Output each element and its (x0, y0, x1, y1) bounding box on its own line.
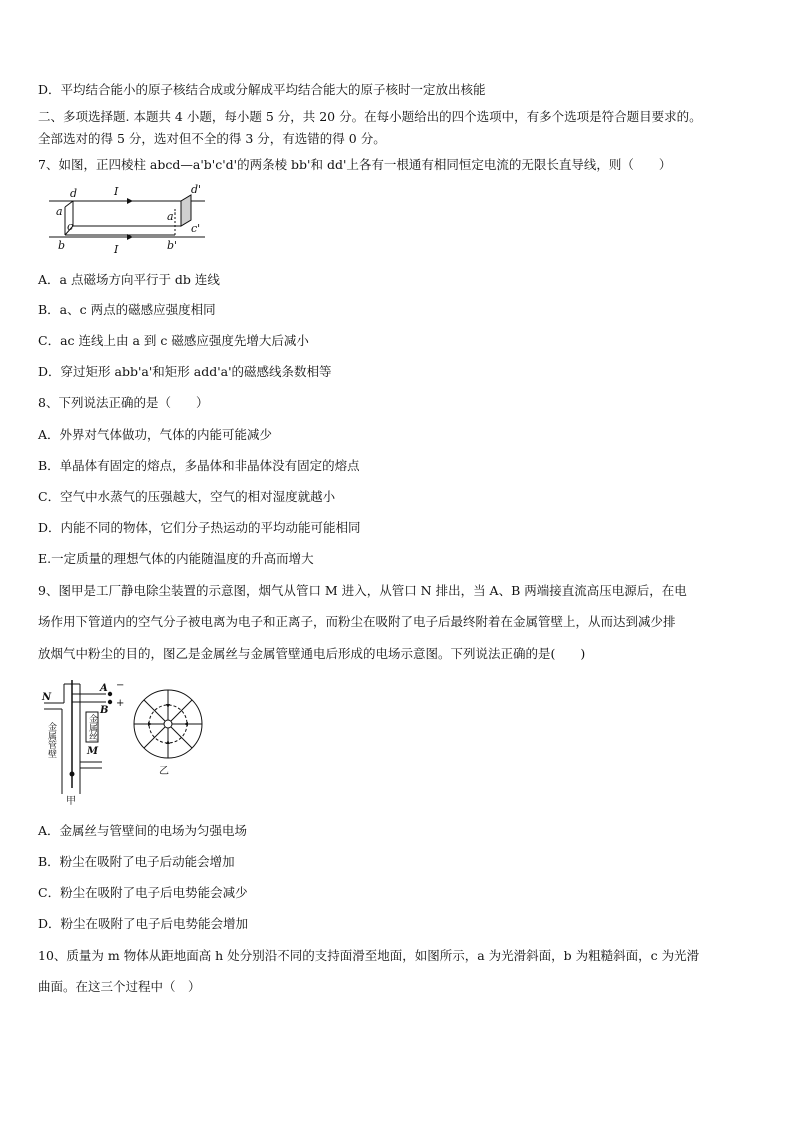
label-current-top: I (114, 185, 119, 198)
q10-stem-line-2: 曲面。在这三个过程中（ ） (38, 979, 201, 994)
q6-option-d: D．平均结合能小的原子核结合成或分解成平均结合能大的原子核时一定放出核能 (38, 82, 486, 97)
q9-stem-line-3: 放烟气中粉尘的目的，图乙是金属丝与金属管壁通电后形成的电场示意图。下列说法正确的是( ) (38, 646, 586, 661)
label-c: c (67, 220, 74, 233)
label-N: N (42, 692, 52, 703)
label-plus: + (116, 698, 125, 709)
q8-option-d: D．内能不同的物体，它们分子热运动的平均动能可能相同 (38, 520, 361, 535)
q8-option-b: B．单晶体有固定的熔点，多晶体和非晶体没有固定的熔点 (38, 458, 360, 473)
q8-option-c: C．空气中水蒸气的压强越大，空气的相对湿度就越小 (38, 489, 336, 504)
section-instructions: 全部选对的得 5 分，选对但不全的得 3 分，有选错的得 0 分。 (38, 131, 386, 146)
section-heading: 二、多项选择题. 本题共 4 小题，每小题 5 分，共 20 分。在每小题给出的四个选项中，有多个选项是符合题目要求的。 (38, 109, 702, 124)
label-yi: 乙 (159, 766, 169, 777)
q10-stem-line-1: 10、质量为 m 物体从距地面高 h 处分别沿不同的支持面滑至地面，如图所示，a 为光滑斜面，b 为粗糙斜面，c 为光滑 (38, 948, 700, 963)
label-b-prime: b' (167, 239, 178, 252)
q9-precipitator-figure (38, 676, 218, 806)
q7-option-d: D．穿过矩形 abb'a'和矩形 add'a'的磁感线条数相等 (38, 364, 332, 379)
q8-option-a: A．外界对气体做功，气体的内能可能减少 (38, 427, 273, 442)
q8-stem: 8、下列说法正确的是（ ） (38, 395, 209, 410)
label-a: a (56, 205, 63, 218)
label-d-prime: d' (191, 183, 202, 196)
q9-option-c: C．粉尘在吸附了电子后电势能会减少 (38, 885, 248, 900)
label-current-bottom: I (114, 243, 119, 255)
label-jia: 甲 (66, 796, 76, 806)
q9-option-d: D．粉尘在吸附了电子后电势能会增加 (38, 916, 249, 931)
q7-option-c: C．ac 连线上由 a 到 c 磁感应强度先增大后减小 (38, 333, 309, 348)
q9-stem-line-2: 场作用下管道内的空气分子被电离为电子和正离子，而粉尘在吸附了电子后最终附着在金属管壁上，从而达到减少排 (38, 614, 676, 629)
label-minus: − (116, 680, 125, 691)
label-c-prime: c' (191, 222, 201, 235)
q8-option-e: E.一定质量的理想气体的内能随温度的升高而增大 (38, 551, 314, 566)
q9-option-b: B．粉尘在吸附了电子后动能会增加 (38, 854, 235, 869)
q7-option-b: B．a、c 两点的磁感应强度相同 (38, 302, 216, 317)
field-diagram (134, 690, 202, 758)
label-M: M (87, 746, 99, 757)
q7-stem: 7、如图，正四棱柱 abcd—a'b'c'd'的两条棱 bb'和 dd'上各有一根通有相同恒定电流的无限长直导线，则（ ） (38, 157, 672, 172)
label-B: B (100, 705, 109, 716)
label-b: b (58, 239, 66, 252)
q9-stem-line-1: 9、图甲是工厂静电除尘装置的示意图，烟气从管口 M 进入，从管口 N 排出，当 A、B 两端接直流高压电源后，在电 (38, 583, 687, 598)
q7-option-a: A．a 点磁场方向平行于 db 连线 (38, 272, 220, 287)
label-metal-wire: 金属丝 (87, 714, 97, 741)
q9-option-a: A．金属丝与管壁间的电场为匀强电场 (38, 823, 248, 838)
label-d: d (70, 187, 78, 200)
label-A: A (100, 683, 108, 694)
label-a-prime: a' (167, 210, 177, 223)
label-metal-pipe: 金属管壁 (46, 722, 56, 758)
q7-prism-figure (45, 183, 215, 255)
